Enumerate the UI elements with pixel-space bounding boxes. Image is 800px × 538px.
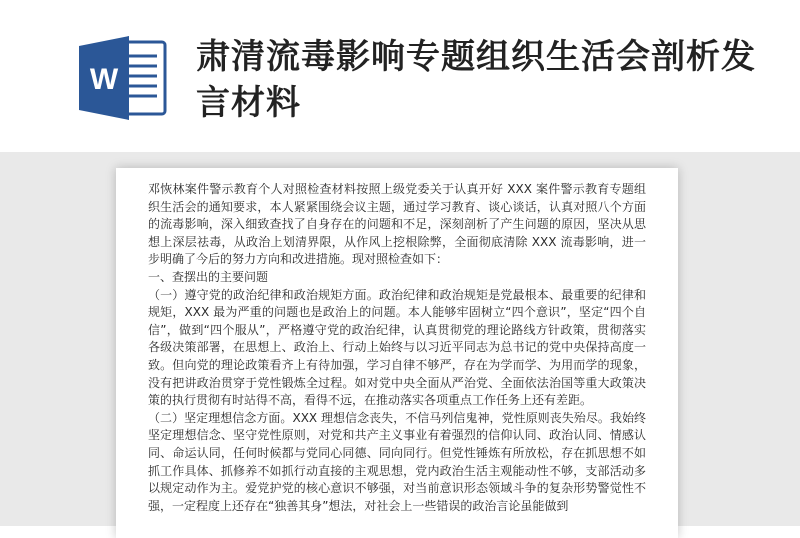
- document-body: [148, 181, 646, 515]
- word-document-icon: [75, 34, 169, 122]
- paragraph-intro: 邓恢林案件警示教育个人对照检查材料按照上级党委关于认真开好 XXX 案件警示教育专题组织生活会的通知要求，本人紧紧围绕会议主题，通过学习教育、谈心谈话，认真对照八个方面的流毒影响，深入细致查找了自身存在的问题和不足，深刻剖析了产生问题的原因，坚决从思想上深层祛毒，从政治上划清界限，从作风上挖根除弊，全面彻底清除 XXX 流毒影响，进一步明确了今后的努力方向和改进措施。现对照检查如下：: [148, 182, 646, 267]
- section-heading: 一、查摆出的主要问题: [148, 269, 269, 284]
- word-icon-letter: W: [89, 63, 119, 96]
- paragraph-ideals-beliefs: （二）坚定理想信念方面。XXX 理想信念丧失，不信马列信鬼神，党性原则丧失殆尽。我始终坚定理想信念、坚守党性原则，对党和共产主义事业有着强烈的信仰认同、政治认同、情感认同、命运认同，任何时候都与党同心同德、同向同行。但党性锤炼有所放松，存在抓思想不如抓工作具体、抓修养不如抓行动直接的主观思想，党内政治生活主观能动性不够，支部活动多以规定动作为主。爱党护党的核心意识不够强，对当前意识形态领域斗争的复杂形势警觉性不强，一定程度上还存在“独善其身”想法，对社会上一些错误的政治言论虽能做到: [148, 410, 646, 513]
- page-title: 肃清流毒影响专题组织生活会剖析发言材料: [196, 37, 756, 123]
- paragraph-political-discipline: （一）遵守党的政治纪律和政治规矩方面。政治纪律和政治规矩是党最根本、最重要的纪律和规矩，XXX 最为严重的问题也是政治上的问题。本人能够牢固树立“四个意识”，坚定“四个自信”，做到“四个服从”，严格遵守党的政治纪律，认真贯彻党的理论路线方针政策，贯彻落实各级决策部署，在思想上、政治上、行动上始终与以习近平同志为总书记的党中央保持高度一致。但向党的理论政策看齐上有待加强，学习自律不够严，存在为学而学、为用而学的现象，没有把讲政治贯穿于党性锻炼全过程。如对党中央全面从严治党、全面依法治国等重大政策决策的执行贯彻有时站得不高，看得不远，在推动落实各项重点工作任务上还有差距。: [148, 287, 646, 408]
- document-page: [116, 168, 678, 538]
